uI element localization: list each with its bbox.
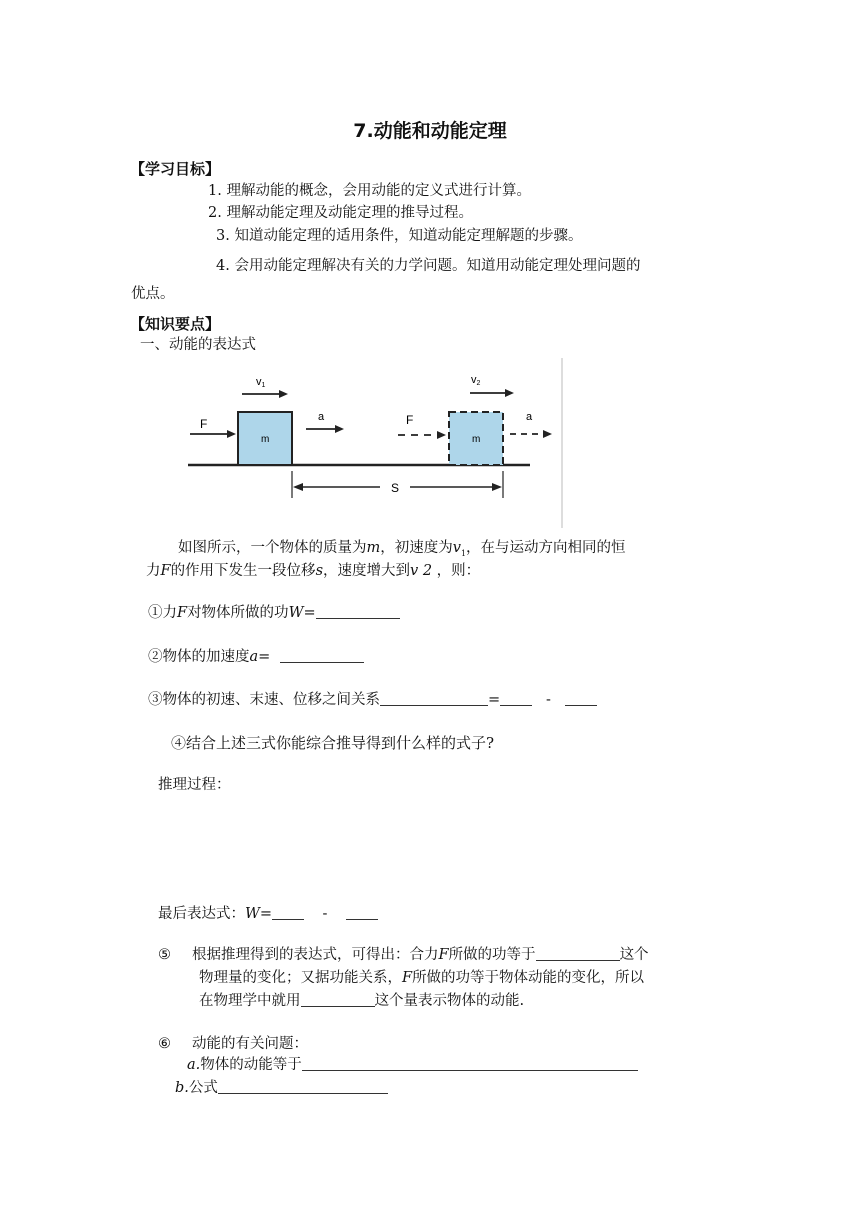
section-kinetic-energy-expression: 一、动能的表达式 [140,337,256,353]
blank-relation-term1[interactable] [500,690,532,706]
goals-heading: 【学习目标】 [130,160,221,178]
final-expression: 最后表达式：W= - [158,904,378,924]
velocity-arrowhead-v2 [505,389,514,397]
question-6-title: 动能的有关问题： [192,1036,308,1052]
question-6b: b.公式 [175,1078,388,1098]
question-4: ④结合上述三式你能综合推导得到什么样的式子? [171,734,495,752]
knowledge-heading: 【知识要点】 [130,315,221,333]
intro-line-2: 力F的作用下发生一段位移s，速度增大到v 2 ，则： [146,563,481,579]
question-6a: a.物体的动能等于 [187,1055,638,1075]
blank-final-term2[interactable] [346,904,378,920]
block-final-mass-label: m [472,434,481,445]
goal-item-1: 1. 理解动能的概念，会用动能的定义式进行计算。 [208,183,531,199]
page-title: 7.动能和动能定理 [353,120,507,142]
question-2: ②物体的加速度a= [148,647,364,667]
goal-item-4-continued: 优点。 [131,286,175,302]
block-initial-mass-label: m [261,434,270,445]
reasoning-label: 推理过程： [158,777,231,793]
question-3: ③物体的初速、末速、位移之间关系 = - [148,690,597,710]
blank-acceleration[interactable] [280,647,364,663]
force-arrowhead-right [437,431,446,439]
force-arrowhead-left [227,430,236,438]
displacement-arrowhead-right [492,483,502,491]
question-5-line-2: 物理量的变化；又据功能关系，F所做的功等于物体动能的变化，所以 [199,970,645,986]
velocity-label-v1: v1 [256,376,266,389]
acceleration-arrowhead-right [543,430,552,438]
blank-final-term1[interactable] [272,904,304,920]
question-5-line-3: 在物理学中就用 这个量表示物体的动能. [199,993,525,1009]
blank-relation-term2[interactable] [565,690,597,706]
intro-line-1: 如图所示，一个物体的质量为m，初速度为$v_1$，在与运动方向相同的恒 [178,540,626,558]
motion-diagram [170,358,570,528]
blank-kinetic-quantity[interactable] [301,991,375,1007]
blank-work[interactable] [316,603,400,619]
question-6-number: ⑥ [158,1036,171,1052]
goal-item-3: 3. 知道动能定理的适用条件，知道动能定理解题的步骤。 [216,228,583,244]
question-5-number: ⑤ [158,947,171,963]
acceleration-label-left: a [318,411,325,423]
displacement-label: S [391,481,400,495]
blank-kinetic-energy-definition[interactable] [302,1055,638,1071]
velocity-arrowhead-v1 [279,390,288,398]
blank-physical-quantity[interactable] [536,945,620,961]
force-label-right: F [406,413,414,427]
question-1: ①力F对物体所做的功W= [148,603,400,623]
goal-item-4: 4. 会用动能定理解决有关的力学问题。知道用动能定理处理问题的 [216,258,641,274]
question-5-line-1: 根据推理得到的表达式，可得出：合力F所做的功等于 这个 [192,947,649,963]
velocity-label-v2: v2 [471,374,481,387]
acceleration-label-right: a [526,411,533,423]
goal-item-2: 2. 理解动能定理及动能定理的推导过程。 [208,205,473,221]
displacement-arrowhead-left [293,483,303,491]
blank-formula[interactable] [218,1078,388,1094]
force-label-left: F [200,417,208,431]
acceleration-arrowhead-left [335,425,344,433]
blank-relation-left[interactable] [380,690,488,706]
